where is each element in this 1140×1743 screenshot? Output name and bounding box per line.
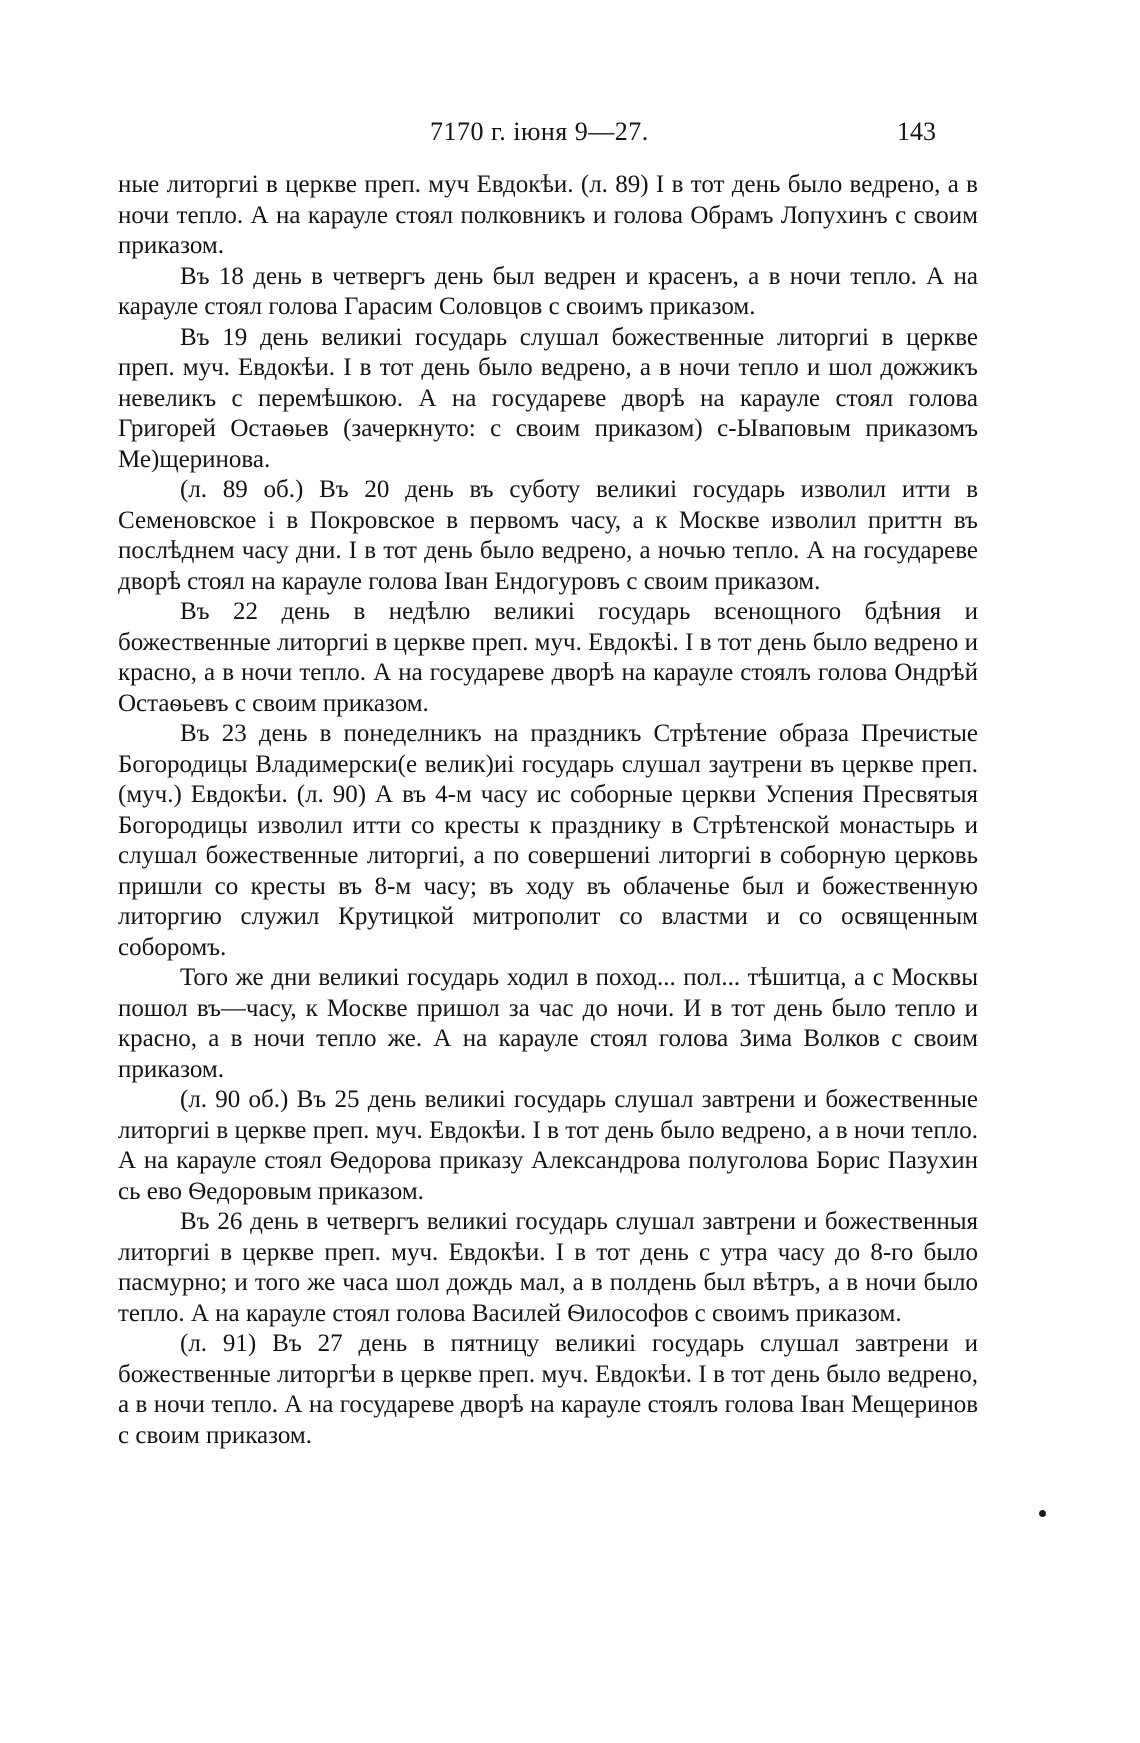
paragraph: Въ 23 день в понеделникъ на праздникъ Стрѣтение образа Пречистые Богородицы Владимерски(е велик)иі государь слушал заутрени въ церкве преп. (муч.) Евдокѣи. (л. 90) А въ 4-м часу ис соборные церкви Успения Пресвятыя Богородицы изволил итти со кресты к празднику в Стрѣтенской монастырь и слушал божественные литоргиі, а по совершениі литоргиі в соборную церковь пришли со кресты въ 8-м часу; въ ходу въ облаченье был и божественную литоргию служил Крутицкой митрополит со властми и со освященным соборомъ.	[118, 720, 978, 961]
paragraph: (л. 91) Въ 27 день в пятницу великиі государь слушал завтрени и божественные литоргѣи в церкве преп. муч. Евдокѣи. І в тот день было ведрено, а в ночи тепло. А на государеве дворѣ на карауле стоялъ голова Іван Мещеринов с своим приказом.	[118, 1330, 978, 1449]
paragraph: Того же дни великиі государь ходил в поход... пол... тѣшитца, а с Москвы пошол въ—часу, к Москве пришол за час до ночи. И в тот день было тепло и красно, а в ночи тепло же. А на карауле стоял голова Зима Волков с своим приказом.	[118, 964, 978, 1083]
paragraph: Въ 26 день в четвергъ великиі государь слушал завтрени и божественныя литоргиі в церкве преп. муч. Евдокѣи. І в тот день с утра часу до 8-го было пасмурно; и того же часа шол дождь мал, а в полдень был вѣтръ, а в ночи было тепло. А на карауле стоял голова Василей Ѳилософов с своимъ приказом.	[118, 1208, 978, 1327]
body-text	[118, 170, 978, 1451]
paragraph: (л. 90 об.) Въ 25 день великиі государь слушал завтрени и божественные литоргиі в церкве преп. муч. Евдокѣи. І в тот день было ведрено, а в ночи тепло. А на карауле стоял Ѳедорова приказу Александрова полуголова Борис Пазухин сь ево Ѳедоровым приказом.	[118, 1086, 978, 1205]
running-head	[118, 112, 936, 152]
paragraph: Въ 18 день в четвергъ день был ведрен и красенъ, а в ночи тепло. А на карауле стоял голова Гарасим Соловцов с своимъ приказом.	[118, 262, 978, 320]
paragraph: Въ 22 день в недѣлю великиі государь всенощного бдѣния и божественные литоргиі в церкве преп. муч. Евдокѣі. І в тот день было ведрено и красно, а в ночи тепло. А на государеве дворѣ на карауле стоялъ голова Ондрѣй Остаѳьевъ с своим приказом.	[118, 598, 978, 717]
margin-dot-mark	[1039, 1510, 1046, 1517]
page-number: 143	[897, 117, 936, 146]
paragraph: (л. 89 об.) Въ 20 день въ суботу великиі государь изволил итти в Семеновское і в Покровское в первомъ часу, а к Москве изволил приттн въ послѣднем часу дни. І в тот день было ведрено, а ночью тепло. А на государеве дворѣ стоял на карауле голова Іван Ендогуровъ с своим приказом.	[118, 476, 978, 595]
running-head-title: 7170 г. іюня 9—27.	[430, 117, 649, 146]
paragraph: ные литоргиі в церкве преп. муч Евдокѣи. (л. 89) І в тот день было ведрено, а в ночи тепло. А на карауле стоял полковникъ и голова Обрамъ Лопухинъ с своим приказом.	[118, 171, 978, 259]
paragraph: Въ 19 день великиі государь слушал божественные литоргиі в церкве преп. муч. Евдокѣи. І в тот день было ведрено, а в ночи тепло и шол дожжикъ невеликъ с перемѣшкою. А на государеве дворѣ на карауле стоял голова Григорей Остаѳьев (зачеркнуто: с своим приказом) с-Ываповым приказомъ Ме)щеринова.	[118, 323, 978, 473]
